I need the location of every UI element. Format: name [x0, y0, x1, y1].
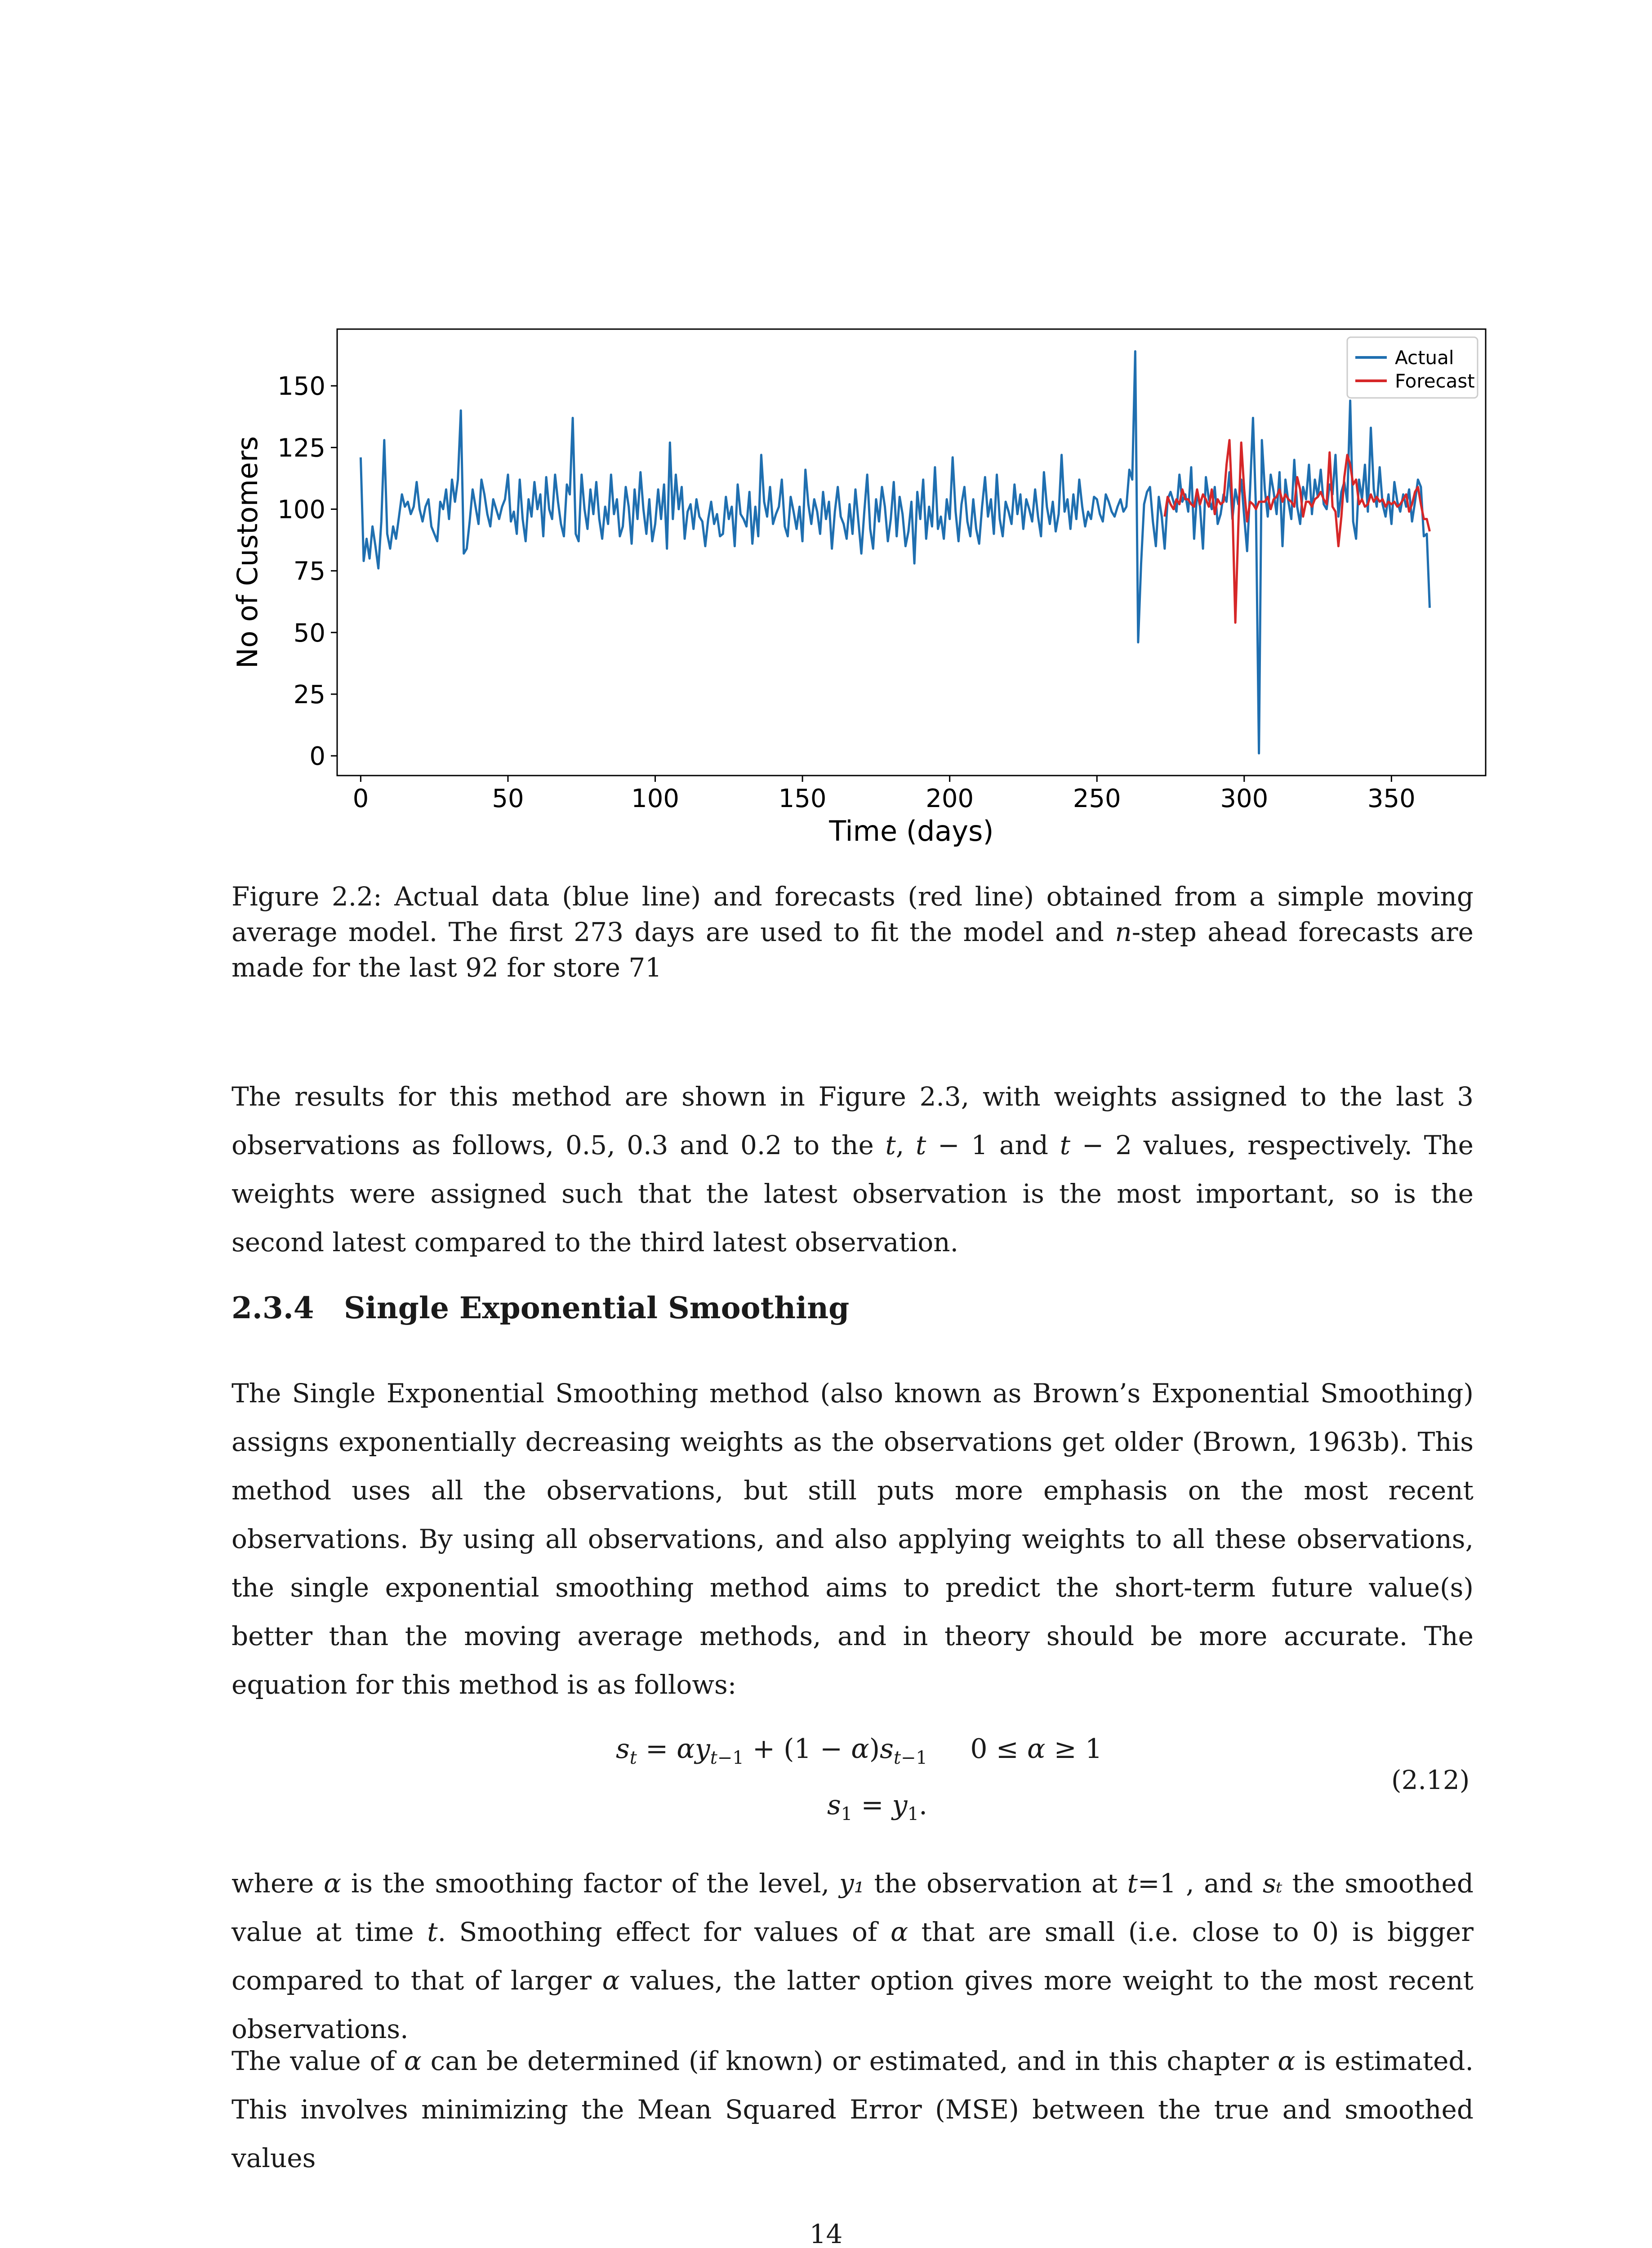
para1-text-4: − 2 values, respectively. The weights were assigned such that the latest observation is the most important, so is the second latest compared to the third latest observation. [232, 1130, 1474, 1258]
para3-text-6: . Smoothing effect for values of [437, 1917, 891, 1947]
para3-math-5: t [427, 1917, 438, 1947]
paragraph-ses-intro: The Single Exponential Smoothing method (also known as Brown’s Exponential Smoothing) assigns exponentially decreasing weights as the observations get older (Brown, 1963b). This method uses all the observations, but still puts more emphasis on the most recent observations. By using all observations, and also applying weights to all these observations, the single exponential smoothing method aims to predict the short-term future value(s) better than the moving average methods, and in theory should be more accurate. The equation for this method is as follows: [232, 1378, 1474, 1700]
para1-math-3: t [1060, 1130, 1071, 1160]
y-tick-label: 50 [293, 618, 325, 648]
series-line-actual [361, 351, 1429, 753]
y-tick-label: 75 [293, 557, 325, 586]
para3-math-2: y₁ [839, 1868, 864, 1899]
equation-line-2: $s_1 = y_1$. [827, 1789, 928, 1824]
x-tick-label: 50 [492, 784, 524, 813]
para4-text-1: The value of [232, 2046, 404, 2076]
x-tick-label: 100 [631, 784, 679, 813]
para1-math-1: t [885, 1130, 896, 1160]
para3-text-1: where [232, 1868, 324, 1899]
para3-math-1: α [324, 1868, 342, 1899]
legend-label: Actual [1395, 347, 1454, 369]
para3-text-4: =1 , and [1137, 1868, 1263, 1899]
equation-number: (2.12) [1391, 1765, 1470, 1795]
figure-caption [232, 879, 1474, 986]
section-heading [232, 1290, 849, 1325]
paragraph-weights [232, 1072, 1474, 1267]
para3-math-7: α [602, 1965, 620, 1996]
caption-text-part2: -step ahead forecasts are made for the last 92 for store 71 [232, 917, 1474, 983]
x-tick-label: 350 [1367, 784, 1416, 813]
para3-text-3: the observation at [864, 1868, 1127, 1899]
page-number: 14 [809, 2219, 843, 2248]
x-tick-label: 0 [352, 784, 369, 813]
y-axis-label: No of Customers [231, 436, 264, 669]
caption-text-part1: Actual data (blue line) and forecasts (red line) obtained from a simple moving average model. The first 273 days are used to fit the model and [232, 881, 1474, 947]
paragraph-alpha-definition [232, 1859, 1474, 2053]
para3-text-7: that are small (i.e. close to 0) is bigger compared to that of larger [232, 1917, 1474, 1996]
y-tick-label: 25 [293, 680, 325, 709]
para4-text-2: can be determined (if known) or estimated, and in this chapter [421, 2046, 1278, 2076]
caption-label: Figure 2.2: [232, 881, 382, 912]
equation-line-1: $s_t = \alpha y_{t-1} + (1 - \alpha)s_{t-1}$ 0 ≤ α ≥ 1 [616, 1733, 1103, 1768]
para1-text-1: The results for this method are shown in Figure 2.3, with weights assigned to the last 3 observations as follows, 0.5, 0.3 and 0.2 to the [232, 1081, 1474, 1160]
caption-n: n [1115, 917, 1132, 947]
legend-label: Forecast [1395, 370, 1475, 392]
y-tick-label: 125 [277, 433, 325, 463]
y-tick-label: 100 [277, 495, 325, 525]
para4-math-2: α [1278, 2046, 1296, 2076]
para3-text-5: the smoothed value at time [232, 1868, 1474, 1947]
x-tick-label: 200 [926, 784, 974, 813]
para3-text-2: is the smoothing factor of the level, [341, 1868, 839, 1899]
x-axis-label: Time (days) [829, 815, 994, 847]
para1-math-2: t [916, 1130, 926, 1160]
x-tick-label: 150 [778, 784, 827, 813]
x-tick-label: 300 [1220, 784, 1269, 813]
para1-text-2: , [895, 1130, 916, 1160]
y-tick-label: 150 [277, 372, 325, 401]
para3-math-6: α [890, 1917, 908, 1947]
para4-text-3: is estimated. This involves minimizing the Mean Squared Error (MSE) between the true and smoothed values [232, 2046, 1474, 2173]
para3-math-4: sₜ [1262, 1868, 1282, 1899]
section-number: 2.3.4 [232, 1290, 314, 1325]
paragraph-alpha-estimation [232, 2037, 1474, 2182]
section-title: Single Exponential Smoothing [344, 1290, 850, 1325]
para3-math-3: t [1127, 1868, 1138, 1899]
x-tick-label: 250 [1073, 784, 1121, 813]
para3-text-8: values, the latter option gives more weight to the most recent observations. [232, 1965, 1474, 2044]
para1-text-3: − 1 and [926, 1130, 1060, 1160]
figure-2-2-chart [216, 310, 1501, 859]
para4-math-1: α [404, 2046, 422, 2076]
y-tick-label: 0 [309, 742, 325, 772]
plot-frame [337, 329, 1486, 776]
